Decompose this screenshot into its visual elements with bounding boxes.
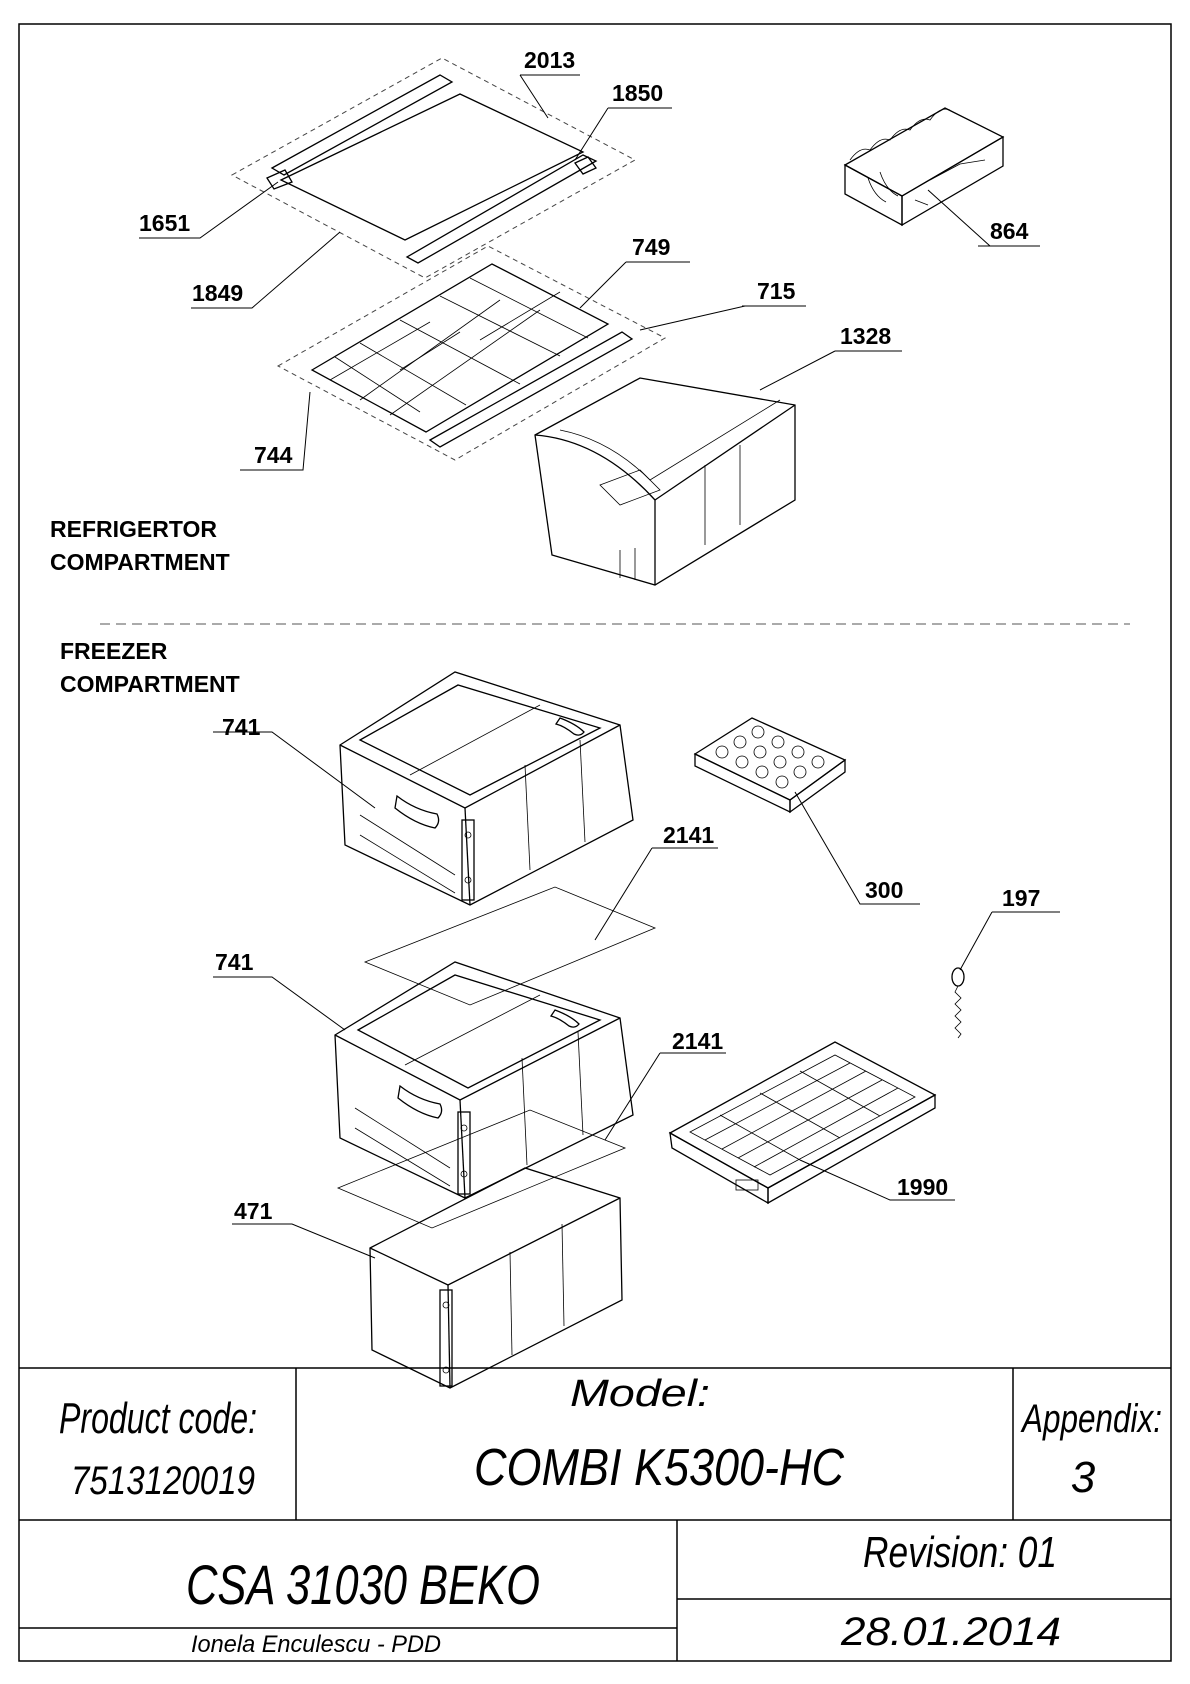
- refrigerator-section-title-line2: COMPARTMENT: [50, 549, 230, 575]
- freezer-drawer-bottom: [370, 1168, 622, 1388]
- part-label-744: 744: [254, 442, 293, 468]
- part-label-1651: 1651: [139, 210, 191, 236]
- ice-scraper: [952, 968, 964, 1038]
- upper-glass-shelf: [232, 58, 635, 278]
- freezer-section-title-line2: COMPARTMENT: [60, 671, 240, 697]
- door-balcony: [845, 108, 1003, 225]
- ice-cube-tray: [695, 718, 845, 812]
- part-label-741-upper: 741: [222, 714, 261, 740]
- part-label-749: 749: [632, 234, 671, 260]
- freezer-drawer-upper: [340, 672, 633, 905]
- part-label-1328: 1328: [840, 323, 892, 349]
- part-label-2013: 2013: [524, 47, 576, 73]
- divider-sheet-lower: [338, 1110, 625, 1228]
- divider-sheet-upper: [365, 887, 655, 1005]
- refrigerator-section-title-line1: REFRIGERTOR: [50, 516, 217, 542]
- part-label-2141-upper: 2141: [663, 822, 715, 848]
- part-label-1849: 1849: [192, 280, 244, 306]
- freezer-section-title-line1: FREEZER: [60, 638, 168, 664]
- part-label-197: 197: [1002, 885, 1041, 911]
- part-label-741-middle: 741: [215, 949, 254, 975]
- part-label-715: 715: [757, 278, 796, 304]
- part-label-1850: 1850: [612, 80, 664, 106]
- product-code-value: 7513120019: [71, 1459, 255, 1503]
- part-label-864: 864: [990, 218, 1029, 244]
- model-value: COMBI K5300-HC: [474, 1439, 845, 1497]
- part-label-300: 300: [865, 877, 904, 903]
- model-label: Model:: [570, 1373, 710, 1415]
- freezer-tray: [670, 1042, 935, 1203]
- appendix-value: 3: [1070, 1453, 1096, 1502]
- appendix-label: Appendix:: [1020, 1397, 1162, 1441]
- product-code-label: Product code:: [59, 1394, 257, 1443]
- lower-glass-shelf: [278, 246, 665, 460]
- part-label-2141-lower: 2141: [672, 1028, 724, 1054]
- revision: Revision: 01: [863, 1528, 1057, 1577]
- freezer-drawer-middle: [335, 962, 633, 1198]
- part-label-471: 471: [234, 1198, 273, 1224]
- csa-name: CSA 31030 BEKO: [186, 1553, 540, 1616]
- leader-lines-refrigerator: [139, 75, 1040, 470]
- revision-date: 28.01.2014: [839, 1610, 1061, 1654]
- author-name: Ionela Enculescu - PDD: [191, 1631, 441, 1658]
- part-label-1990: 1990: [897, 1174, 949, 1200]
- crisper-drawer: [535, 378, 795, 585]
